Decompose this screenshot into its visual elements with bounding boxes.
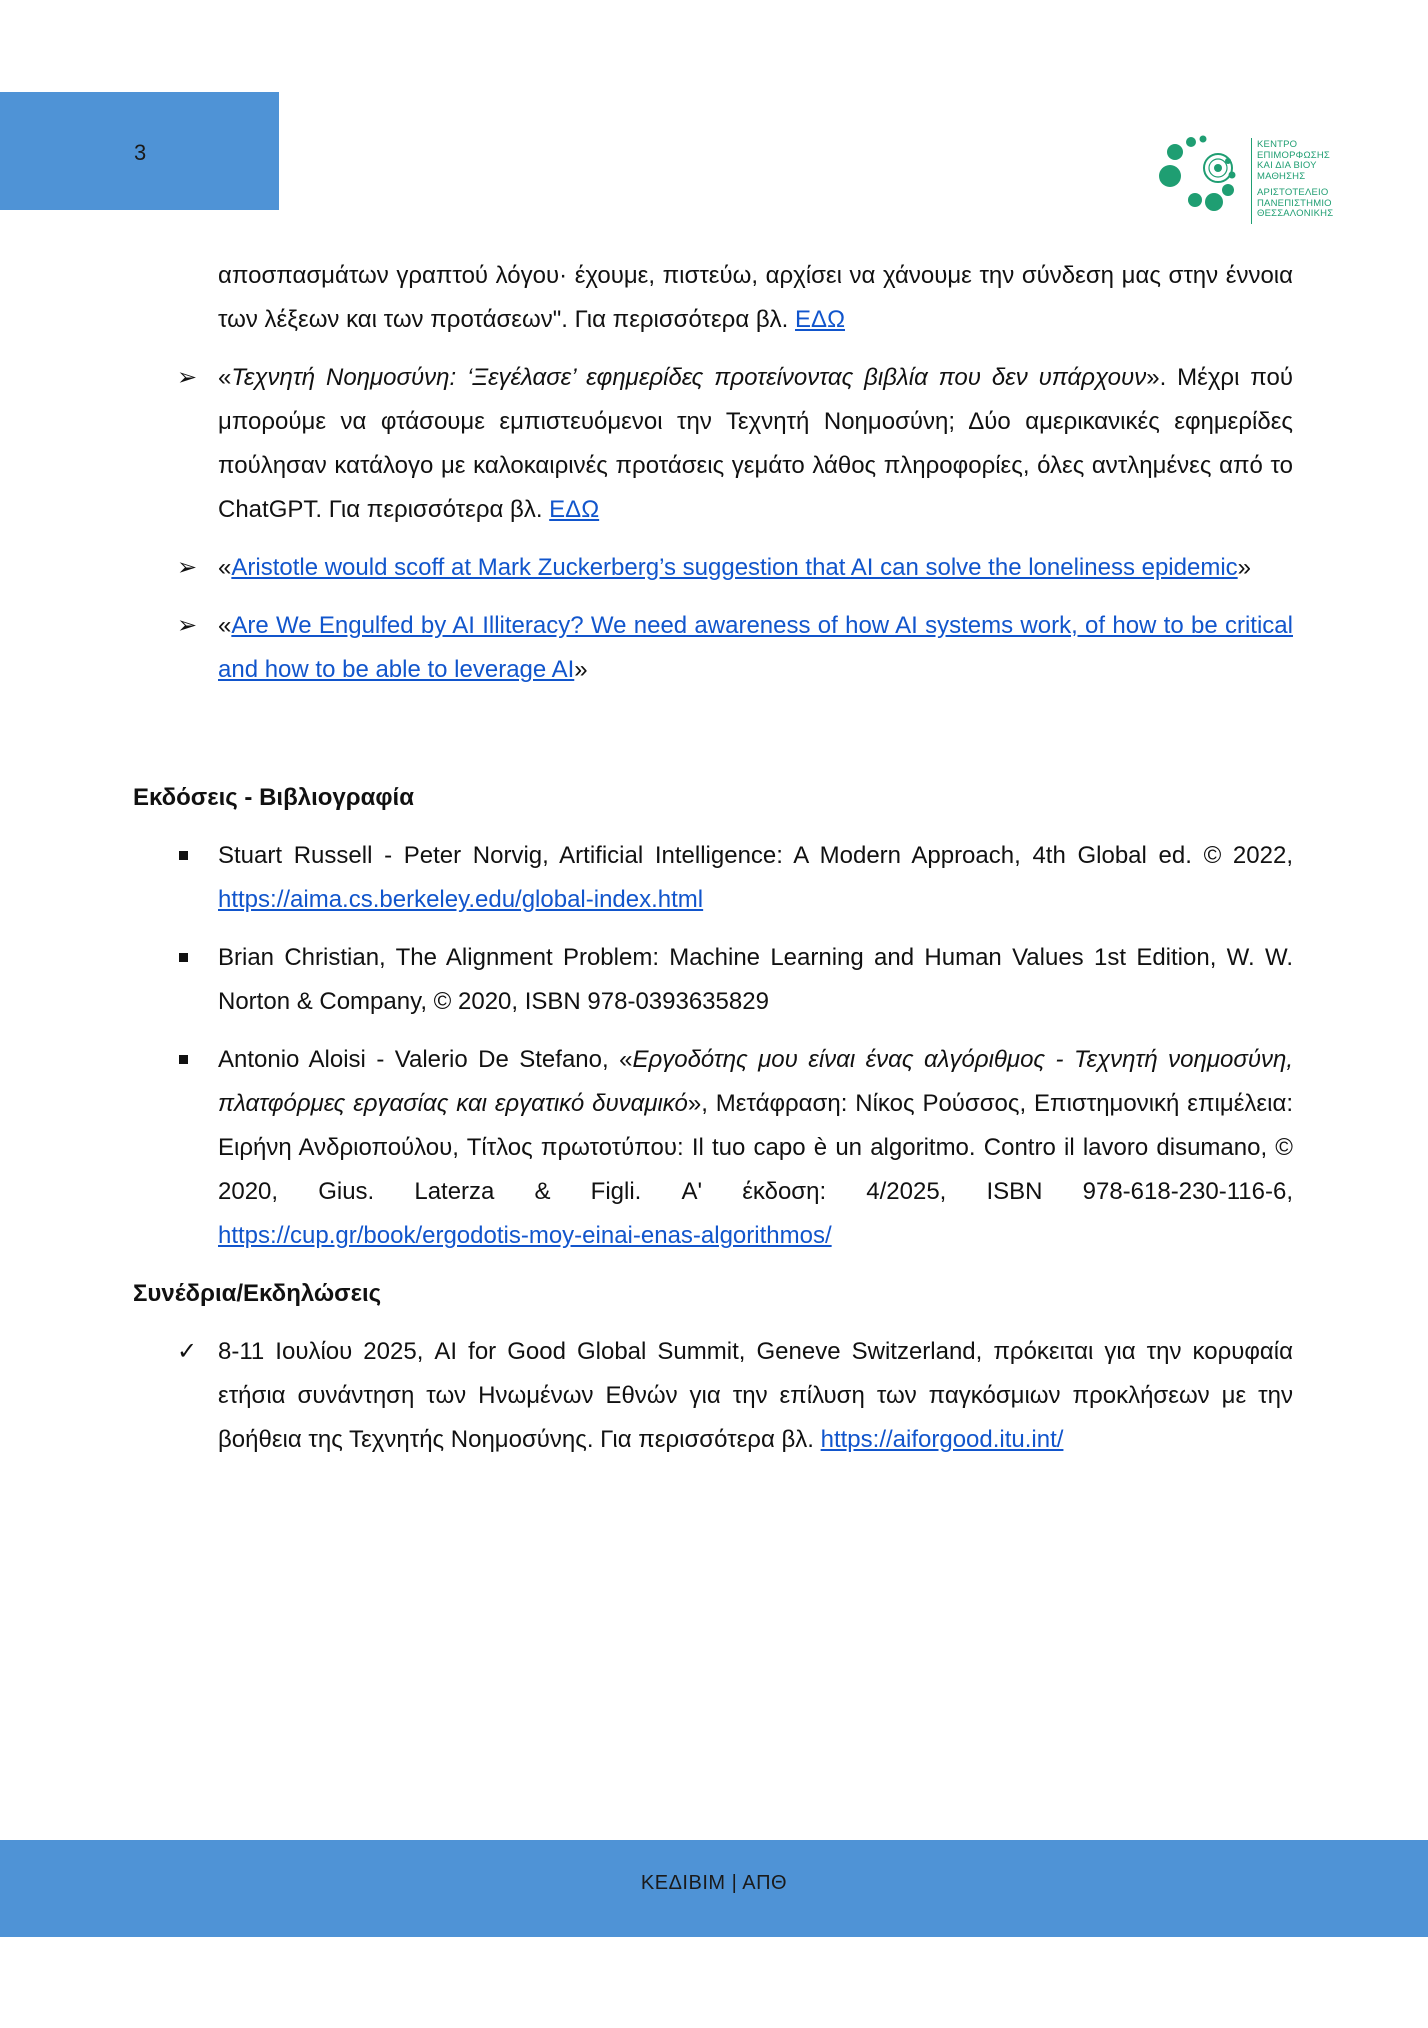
logo-dot <box>1222 184 1234 196</box>
square-bullet-icon <box>179 1055 188 1064</box>
logo-dot <box>1159 165 1181 187</box>
publications-heading: Εκδόσεις - Βιβλιογραφία <box>133 784 414 811</box>
intro-paragraph: αποσπασμάτων γραπτού λόγου· έχουμε, πιστεύω, αρχίσει να χάνουμε την σύνδεση μας στην έννοια των λέξεων και των προτάσεων". Για περισσότερα βλ. ΕΔΩ <box>218 262 1293 333</box>
aristotle-article-link[interactable]: Aristotle would scoff at Mark Zuckerberg’s suggestion that AI can solve the loneliness epidemic <box>231 554 1238 581</box>
logo-dot <box>1188 193 1202 207</box>
logo-dot <box>1205 193 1223 211</box>
edo-link[interactable]: ΕΔΩ <box>795 306 846 333</box>
footer-text: ΚΕΔΙΒΙΜ | ΑΠΘ <box>640 1872 788 1894</box>
publication-item: Brian Christian, The Alignment Problem: Machine Learning and Human Values 1st Edition, W. W. Norton & Company, © 2020, ISBN 978-0393635829 <box>133 936 1293 1024</box>
document-body <box>133 254 1293 1462</box>
event-item: ✓ 8-11 Ιουλίου 2025, AI for Good Global Summit, Geneve Switzerland, πρόκειται για την κορυφαία ετήσια συνάντηση των Ηνωμένων Εθνών για την επίλυση των παγκόσμιων προκλήσεων με την βοήθεια της Τεχνητής Νοημοσύνης. Για περισσότερα βλ. https://aiforgood.itu.int/ <box>133 1330 1293 1462</box>
news-item: ➢ «Aristotle would scoff at Mark Zuckerberg’s suggestion that AI can solve the loneliness epidemic» <box>133 546 1293 590</box>
arrow-bullet-icon: ➢ <box>177 364 198 391</box>
aiforgood-link[interactable]: https://aiforgood.itu.int/ <box>820 1426 1064 1453</box>
edo-link[interactable]: ΕΔΩ <box>549 496 600 523</box>
publication-item: Antonio Aloisi - Valerio De Stefano, «Εργοδότης μου είναι ένας αλγόριθμος - Τεχνητή νοημοσύνη, πλατφόρμες εργασίας και εργατικό δυναμικό», Μετάφραση: Νίκος Ρούσσος, Επιστημονική επιμέλεια: Ειρήνη Ανδριοπούλου, Τίτλος πρωτοτύπου: Il tuo capo è un algoritmo. Contro il lavoro disumano, © 2020, Gius. Laterza & Figli. Α' έκδοση: 4/2025, ISBN 978-618-230-116-6, https://cup.gr/book/ergodotis-moy-einai-enas-algorithmos/ <box>133 1038 1293 1258</box>
logo-dot <box>1186 137 1196 147</box>
square-bullet-icon <box>179 953 188 962</box>
ai-illiteracy-article-link[interactable]: Are We Engulfed by AI Illiteracy? We need awareness of how AI systems work, of how to be critical and how to be able to leverage AI <box>218 612 1293 683</box>
arrow-bullet-icon: ➢ <box>177 612 198 639</box>
page-number: 3 <box>134 140 147 165</box>
events-heading: Συνέδρια/Εκδηλώσεις <box>133 1280 382 1307</box>
publication-item: Stuart Russell - Peter Norvig, Artificial Intelligence: A Modern Approach, 4th Global ed. © 2022, https://aima.cs.berkeley.edu/global-index.html <box>133 834 1293 922</box>
arrow-bullet-icon: ➢ <box>177 554 198 581</box>
aima-link[interactable]: https://aima.cs.berkeley.edu/global-index.html <box>218 886 704 913</box>
checkmark-icon: ✓ <box>177 1338 198 1365</box>
square-bullet-icon <box>179 851 188 860</box>
logo-text: ΚΕΝΤΡΟ ΕΠΙΜΟΡΦΩΣΗΣ ΚΑΙ ΔΙΑ ΒΙΟΥ ΜΑΘΗΣΗΣ ΑΡΙΣΤΟΤΕΛΕΙΟ ΠΑΝΕΠΙΣΤΗΜΙΟ ΘΕΣΣΑΛΟΝΙΚΗΣ <box>1257 139 1334 219</box>
logo-divider <box>1251 138 1252 224</box>
logo-dot <box>1200 136 1207 143</box>
news-item: ➢ «Are We Engulfed by AI Illiteracy? We need awareness of how AI systems work, of how to be critical and how to be able to leverage AI» <box>133 604 1293 692</box>
cup-book-link[interactable]: https://cup.gr/book/ergodotis-moy-einai-enas-algorithmos/ <box>218 1222 832 1249</box>
logo-dot <box>1167 144 1183 160</box>
news-item: ➢ «Τεχνητή Νοημοσύνη: ‘Ξεγέλασε’ εφημερίδες προτείνοντας βιβλία που δεν υπάρχουν». Μέχρι πού μπορούμε να φτάσουμε εμπιστευόμενοι την Τεχνητή Νοημοσύνη; Δύο αμερικανικές εφημερίδες πούλησαν κατάλογο με καλοκαιρινές προτάσεις γεμάτο λάθος πληροφορίες, όλες αντλημένες από το ChatGPT. Για περισσότερα βλ. ΕΔΩ <box>133 356 1293 532</box>
